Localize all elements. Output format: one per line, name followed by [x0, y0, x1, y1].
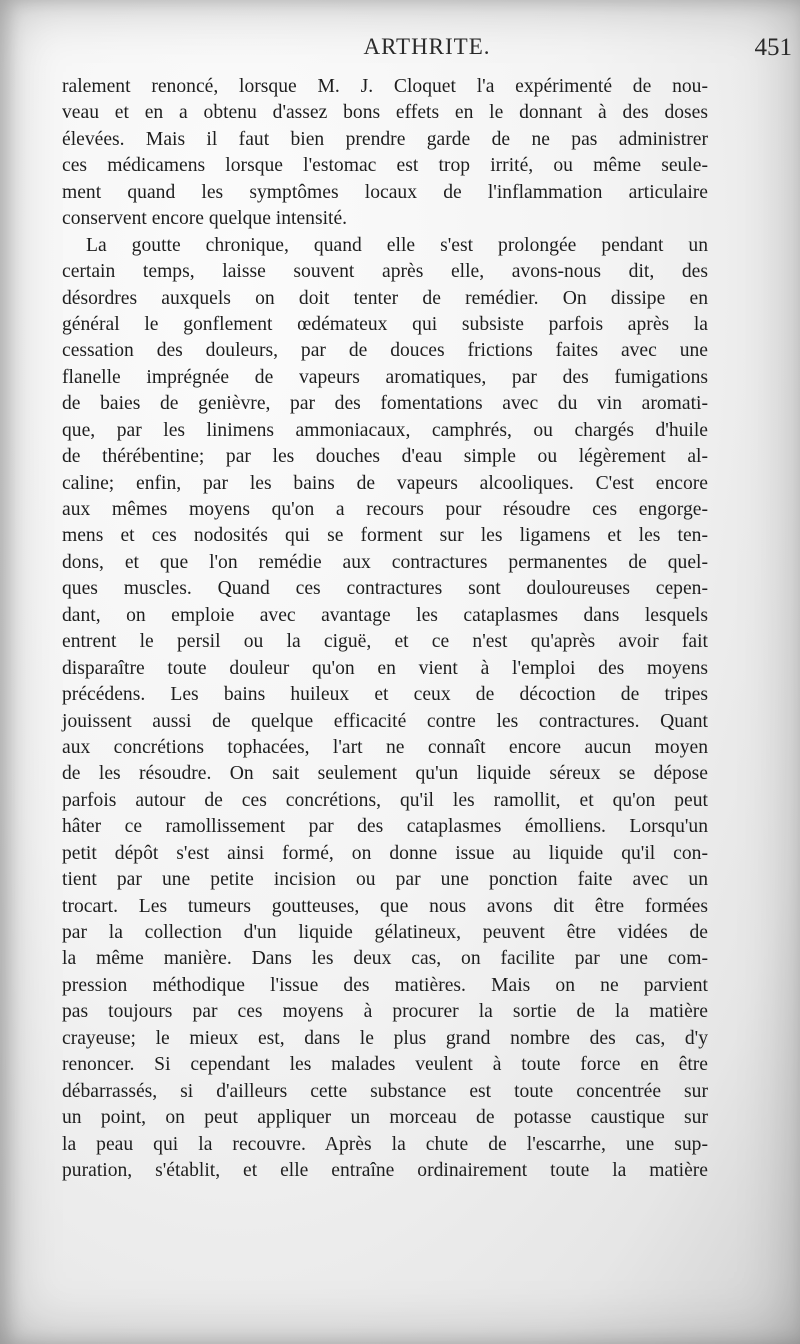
text-line: par la collection d'un liquide gélatineux, peuvent être vidées de [62, 922, 708, 943]
text-line: dons, et que l'on remédie aux contractures permanentes de quel- [62, 551, 708, 573]
text-line: tient par une petite incision ou par une ponction faite avec un [62, 869, 708, 891]
text-line: pression méthodique l'issue des matières. Mais on ne parvient [62, 974, 708, 996]
text-line: de thérébentine; par les douches d'eau simple ou légèrement al- [62, 446, 708, 468]
text-line: ces médicamens lorsque l'estomac est trop irrité, ou même seule- [62, 155, 708, 177]
text-line: désordres auxquels on doit tenter de remédier. On dissipe en [62, 287, 708, 309]
text-line: jouissent aussi de quelque efficacité contre les contractures. Quant [62, 710, 708, 732]
text-line: un point, on peut appliquer un morceau de potasse caustique sur [62, 1107, 708, 1129]
text-line: cessation des douleurs, par de douces frictions faites avec une [62, 340, 708, 362]
text-line: caline; enfin, par les bains de vapeurs alcooliques. C'est encore [62, 472, 708, 494]
text-line: que, par les linimens ammoniacaux, camphrés, ou chargés d'huile [62, 419, 708, 441]
text-line: crayeuse; le mieux est, dans le plus grand nombre des cas, d'y [62, 1027, 708, 1049]
text-line: de baies de genièvre, par des fomentations avec du vin aromati- [62, 393, 708, 415]
text-line: mens et ces nodosités qui se forment sur les ligamens et les ten- [62, 525, 708, 547]
text-line: ralement renoncé, lorsque M. J. Cloquet l'a expérimenté de nou- [62, 76, 708, 97]
running-head: ARTHRITE. [363, 34, 491, 59]
text-line: puration, s'établit, et elle entraîne ordinairement toute la matière [62, 1159, 708, 1181]
text-line: ques muscles. Quand ces contractures sont douloureuses cepen- [62, 578, 708, 600]
text-line: général le gonflement œdémateux qui subsiste parfois après la [62, 313, 708, 335]
text-line: aux mêmes moyens qu'on a recours pour résoudre ces engorge- [62, 499, 708, 520]
text-line: disparaître toute douleur qu'on en vient à l'emploi des moyens [62, 657, 708, 679]
text-line: parfois autour de ces concrétions, qu'il les ramollit, et qu'on peut [62, 789, 708, 811]
text-line: flanelle imprégnée de vapeurs aromatiques, par des fumigations [62, 366, 708, 388]
text-line: conservent encore quelque intensité. [62, 208, 348, 230]
text-line: renoncer. Si cependant les malades veulent à toute force en être [62, 1054, 708, 1076]
text-line: trocart. Les tumeurs goutteuses, que nous avons dit être formées [62, 895, 708, 917]
text-line: entrent le persil ou la ciguë, et ce n'est qu'après avoir fait [62, 631, 708, 653]
text-line: aux concrétions tophacées, l'art ne connaît encore aucun moyen [62, 736, 708, 758]
text-line: précédens. Les bains huileux et ceux de décoction de tripes [62, 684, 708, 706]
text-line: la peau qui la recouvre. Après la chute de l'escarrhe, une sup- [62, 1133, 708, 1155]
text-line: la même manière. Dans les deux cas, on facilite par une com- [62, 948, 708, 970]
text-line: hâter ce ramollissement par des cataplasmes émolliens. Lorsqu'un [62, 816, 708, 838]
text-line: pas toujours par ces moyens à procurer la sortie de la matière [62, 1001, 708, 1023]
text-line: de les résoudre. On sait seulement qu'un liquide séreux se dépose [62, 763, 708, 785]
text-line: ment quand les symptômes locaux de l'inflammation articulaire [62, 181, 708, 203]
page-number: 451 [754, 34, 792, 61]
text-line: dant, on emploie avec avantage les cataplasmes dans lesquels [62, 604, 708, 626]
text-line: élevées. Mais il faut bien prendre garde de ne pas administrer [62, 128, 708, 150]
text-line: certain temps, laisse souvent après elle, avons-nous dit, des [62, 261, 708, 283]
text-line: petit dépôt s'est ainsi formé, on donne issue au liquide qu'il con- [62, 842, 708, 864]
body-text [62, 74, 708, 1184]
text-line: La goutte chronique, quand elle s'est prolongée pendant un [86, 234, 708, 256]
text-line: débarrassés, si d'ailleurs cette substance est toute concentrée sur [62, 1080, 708, 1102]
page-header [62, 34, 792, 68]
text-line: veau et en a obtenu d'assez bons effets en le donnant à des doses [62, 102, 708, 124]
